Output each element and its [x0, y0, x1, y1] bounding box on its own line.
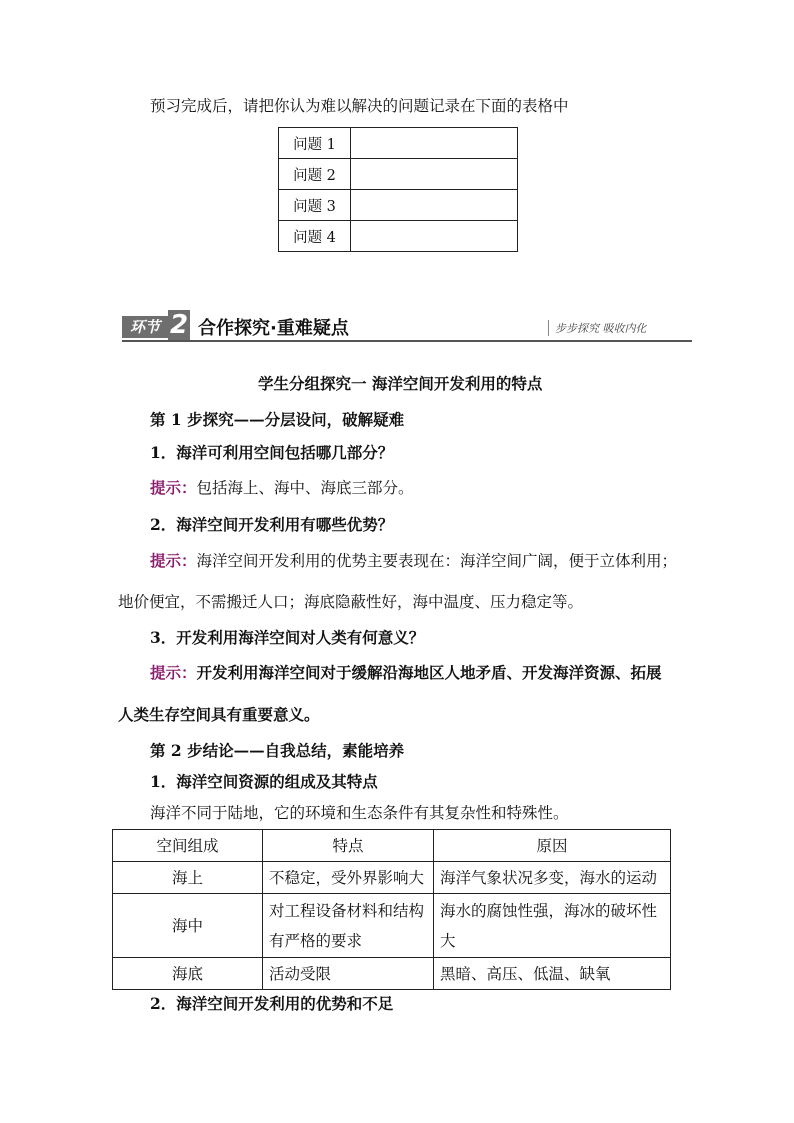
banner-rule	[122, 340, 692, 342]
table-row	[279, 190, 518, 221]
answer-2-cont: 地价便宜，不需搬迁人口；海底隐蔽性好，海中温度、压力稳定等。	[118, 593, 584, 611]
answer-2	[150, 550, 677, 572]
banner-number: 2	[169, 310, 189, 340]
header-cell: 特点	[263, 830, 434, 862]
question-input-cell[interactable]	[351, 190, 518, 221]
section-title: 学生分组探究一 海洋空间开发利用的特点	[258, 374, 543, 393]
subsection-2-title: 2．海洋空间开发利用的优势和不足	[150, 994, 394, 1013]
question-table	[278, 127, 518, 252]
answer-2-text: 海洋空间开发利用的优势主要表现在：海洋空间广阔，便于立体利用；	[196, 552, 678, 570]
table-cell: 海洋气象状况多变，海水的运动	[434, 862, 671, 894]
subsection-1-title: 1．海洋空间资源的组成及其特点	[150, 772, 378, 791]
answer-1	[150, 477, 414, 499]
subsection-1-text: 海洋不同于陆地，它的环境和生态条件有其复杂性和特殊性。	[150, 804, 569, 822]
section-banner	[122, 312, 692, 344]
question-input-cell[interactable]	[351, 159, 518, 190]
answer-3-text: 开发利用海洋空间对于缓解沿海地区人地矛盾、开发海洋资源、拓展	[196, 663, 662, 682]
table-cell: 海水的腐蚀性强，海冰的破坏性大	[434, 894, 671, 958]
header-cell: 空间组成	[113, 830, 263, 862]
hint-label: 提示：	[150, 478, 197, 497]
features-table	[112, 829, 671, 990]
question-3: 3．开发利用海洋空间对人类有何意义？	[150, 628, 425, 647]
table-row	[113, 958, 671, 990]
question-label: 问题 2	[279, 159, 351, 190]
table-cell: 海上	[113, 862, 263, 894]
step1-heading: 第 1 步探究——分层设问，破解疑难	[150, 410, 405, 429]
table-cell: 对工程设备材料和结构有严格的要求	[263, 894, 434, 958]
table-cell: 海中	[113, 894, 263, 958]
question-label: 问题 4	[279, 221, 351, 252]
answer-1-text: 包括海上、海中、海底三部分。	[196, 479, 414, 497]
step2-heading: 第 2 步结论——自我总结，素能培养	[150, 741, 405, 760]
intro-text: 预习完成后，请把你认为难以解决的问题记录在下面的表格中	[150, 97, 569, 115]
table-row	[113, 862, 671, 894]
banner-side-text: 步步探究 吸收内化	[548, 320, 647, 336]
table-row	[279, 221, 518, 252]
question-label: 问题 3	[279, 190, 351, 221]
hint-label: 提示：	[150, 663, 197, 682]
table-cell: 不稳定，受外界影响大	[263, 862, 434, 894]
question-2: 2．海洋空间开发利用有哪些优势？	[150, 515, 394, 534]
question-1: 1．海洋可利用空间包括哪几部分？	[150, 443, 394, 462]
table-cell: 海底	[113, 958, 263, 990]
table-row	[279, 128, 518, 159]
table-header-row	[113, 830, 671, 862]
table-row	[279, 159, 518, 190]
hint-label: 提示：	[150, 551, 197, 570]
header-cell: 原因	[434, 830, 671, 862]
table-row	[113, 894, 671, 958]
question-label: 问题 1	[279, 128, 351, 159]
answer-3-cont: 人类生存空间具有重要意义。	[118, 705, 320, 724]
table-cell: 活动受限	[263, 958, 434, 990]
banner-title: 合作探究·重难疑点	[198, 318, 349, 339]
banner-tag: 环节	[122, 316, 168, 338]
question-input-cell[interactable]	[351, 221, 518, 252]
answer-3	[150, 662, 662, 684]
table-cell: 黑暗、高压、低温、缺氧	[434, 958, 671, 990]
question-input-cell[interactable]	[351, 128, 518, 159]
